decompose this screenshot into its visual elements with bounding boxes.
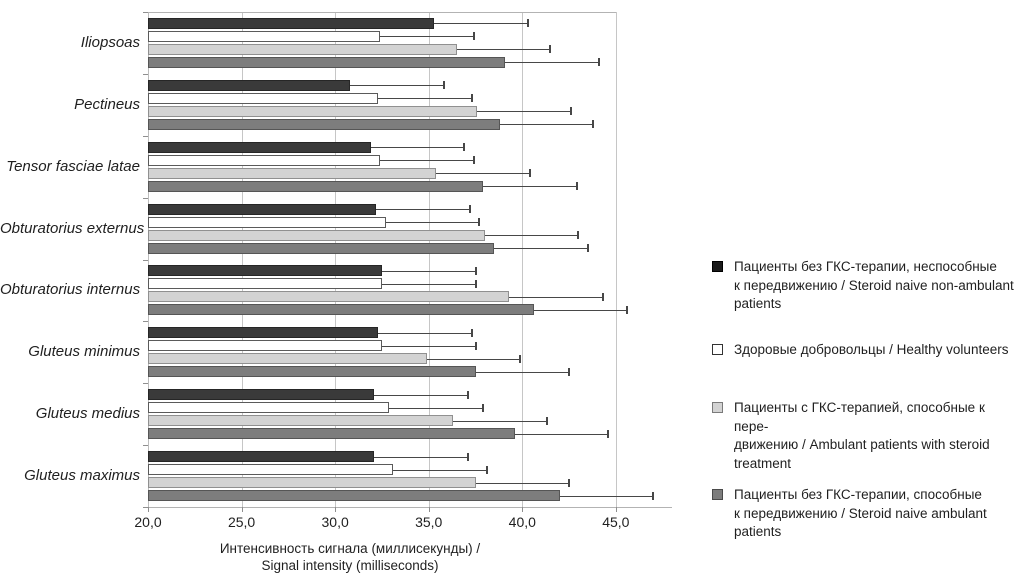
category-tick bbox=[143, 383, 148, 384]
error-bar-cap bbox=[475, 342, 477, 350]
error-bar-cap bbox=[471, 94, 473, 102]
error-bar bbox=[386, 222, 480, 223]
bar-tensor-fasciae-latae-s0 bbox=[148, 142, 371, 153]
category-tick bbox=[143, 198, 148, 199]
gridline-45 bbox=[616, 12, 617, 507]
category-label: Obturatorius externus bbox=[0, 219, 145, 237]
error-bar-cap bbox=[463, 143, 465, 151]
bar-obturatorius-internus-s1 bbox=[148, 278, 382, 289]
bar-tensor-fasciae-latae-s2 bbox=[148, 168, 436, 179]
bar-obturatorius-internus-s3 bbox=[148, 304, 534, 315]
bar-obturatorius-externus-s3 bbox=[148, 243, 494, 254]
error-bar bbox=[436, 173, 530, 174]
error-bar bbox=[485, 235, 579, 236]
error-bar bbox=[515, 434, 609, 435]
legend-item-1 bbox=[712, 341, 1014, 360]
error-bar-cap bbox=[607, 430, 609, 438]
bar-gluteus-minimus-s1 bbox=[148, 340, 382, 351]
bar-obturatorius-internus-s2 bbox=[148, 291, 509, 302]
bar-gluteus-maximus-s0 bbox=[148, 451, 374, 462]
error-bar-cap bbox=[473, 156, 475, 164]
error-bar bbox=[500, 124, 594, 125]
error-bar-cap bbox=[467, 391, 469, 399]
category-label: Tensor fasciae latae bbox=[6, 157, 140, 175]
bar-gluteus-maximus-s3 bbox=[148, 490, 560, 501]
x-tick-35 bbox=[429, 507, 430, 512]
bar-gluteus-medius-s1 bbox=[148, 402, 389, 413]
error-bar bbox=[477, 111, 571, 112]
bar-gluteus-maximus-s1 bbox=[148, 464, 393, 475]
error-bar-cap bbox=[467, 453, 469, 461]
error-bar bbox=[380, 36, 474, 37]
category-tick bbox=[143, 74, 148, 75]
bar-iliopsoas-s2 bbox=[148, 44, 457, 55]
category-label: Pectineus bbox=[74, 95, 140, 113]
error-bar bbox=[376, 209, 470, 210]
error-bar-cap bbox=[519, 355, 521, 363]
bar-pectineus-s2 bbox=[148, 106, 477, 117]
x-axis-title-line1: Интенсивность сигнала (миллисекунды) / bbox=[219, 541, 481, 556]
bar-gluteus-medius-s0 bbox=[148, 389, 374, 400]
error-bar-cap bbox=[549, 45, 551, 53]
bar-pectineus-s1 bbox=[148, 93, 378, 104]
error-bar-cap bbox=[478, 218, 480, 226]
bar-iliopsoas-s1 bbox=[148, 31, 380, 42]
bar-gluteus-medius-s2 bbox=[148, 415, 453, 426]
error-bar bbox=[382, 284, 476, 285]
x-tick-label-45: 45,0 bbox=[602, 514, 630, 530]
category-label: Gluteus minimus bbox=[28, 343, 140, 361]
error-bar-cap bbox=[471, 329, 473, 337]
x-axis-title bbox=[130, 540, 570, 574]
x-tick-label-35: 35,0 bbox=[415, 514, 443, 530]
x-tick-label-20: 20,0 bbox=[134, 514, 162, 530]
error-bar-cap bbox=[469, 205, 471, 213]
legend-swatch-icon bbox=[712, 344, 723, 355]
legend-swatch-icon bbox=[712, 261, 723, 272]
x-tick-label-40: 40,0 bbox=[508, 514, 536, 530]
legend-item-2 bbox=[712, 399, 1014, 473]
error-bar-cap bbox=[592, 120, 594, 128]
plot-top-border bbox=[148, 12, 616, 13]
x-axis-title-line2: Signal intensity (milliseconds) bbox=[261, 558, 439, 573]
category-label: Iliopsoas bbox=[80, 33, 140, 51]
error-bar bbox=[371, 147, 465, 148]
x-tick-25 bbox=[242, 507, 243, 512]
category-label: Gluteus maximus bbox=[24, 467, 140, 485]
error-bar bbox=[483, 186, 577, 187]
x-tick-20 bbox=[148, 507, 149, 512]
category-tick bbox=[143, 507, 148, 508]
error-bar-cap bbox=[475, 267, 477, 275]
error-bar bbox=[505, 62, 599, 63]
error-bar-cap bbox=[475, 280, 477, 288]
error-bar bbox=[476, 372, 570, 373]
bar-pectineus-s3 bbox=[148, 119, 500, 130]
category-label: Obturatorius internus bbox=[0, 281, 141, 299]
error-bar-cap bbox=[576, 182, 578, 190]
bar-gluteus-minimus-s3 bbox=[148, 366, 476, 377]
error-bar-cap bbox=[570, 107, 572, 115]
bar-iliopsoas-s0 bbox=[148, 18, 434, 29]
error-bar bbox=[382, 271, 476, 272]
error-bar bbox=[534, 310, 628, 311]
error-bar bbox=[509, 297, 603, 298]
legend-label: Пациенты без ГКС-терапии, неспособные к передвижению / Steroid naive non-ambulant patients bbox=[734, 259, 1014, 311]
error-bar-cap bbox=[546, 417, 548, 425]
category-tick bbox=[143, 260, 148, 261]
error-bar-cap bbox=[527, 19, 529, 27]
category-label: Gluteus medius bbox=[35, 405, 140, 423]
category-tick bbox=[143, 136, 148, 137]
error-bar bbox=[393, 470, 487, 471]
x-tick-45 bbox=[616, 507, 617, 512]
error-bar-cap bbox=[587, 244, 589, 252]
legend-swatch-icon bbox=[712, 489, 723, 500]
error-bar bbox=[374, 457, 468, 458]
x-axis-line bbox=[148, 507, 672, 508]
bar-obturatorius-externus-s0 bbox=[148, 204, 376, 215]
error-bar bbox=[378, 333, 472, 334]
error-bar-cap bbox=[486, 466, 488, 474]
error-bar bbox=[494, 248, 588, 249]
category-tick bbox=[143, 321, 148, 322]
error-bar-cap bbox=[443, 81, 445, 89]
error-bar bbox=[378, 98, 472, 99]
error-bar-cap bbox=[482, 404, 484, 412]
x-tick-label-25: 25,0 bbox=[227, 514, 256, 530]
x-tick-label-30: 30,0 bbox=[321, 514, 349, 530]
legend-label: Здоровые добровольцы / Healthy volunteers bbox=[734, 342, 1009, 357]
x-tick-30 bbox=[335, 507, 336, 512]
x-tick-40 bbox=[522, 507, 523, 512]
error-bar-cap bbox=[529, 169, 531, 177]
error-bar bbox=[389, 408, 483, 409]
legend-swatch-icon bbox=[712, 402, 723, 413]
error-bar bbox=[476, 483, 570, 484]
error-bar bbox=[374, 395, 468, 396]
error-bar-cap bbox=[598, 58, 600, 66]
error-bar bbox=[380, 160, 474, 161]
error-bar-cap bbox=[626, 306, 628, 314]
legend-item-3 bbox=[712, 486, 1014, 542]
bar-tensor-fasciae-latae-s1 bbox=[148, 155, 380, 166]
error-bar-cap bbox=[577, 231, 579, 239]
error-bar bbox=[350, 85, 444, 86]
error-bar bbox=[560, 496, 654, 497]
error-bar-cap bbox=[568, 479, 570, 487]
bar-gluteus-maximus-s2 bbox=[148, 477, 476, 488]
bar-tensor-fasciae-latae-s3 bbox=[148, 181, 483, 192]
bar-gluteus-minimus-s2 bbox=[148, 353, 427, 364]
category-tick bbox=[143, 12, 148, 13]
error-bar bbox=[434, 23, 528, 24]
error-bar-cap bbox=[568, 368, 570, 376]
bar-obturatorius-internus-s0 bbox=[148, 265, 382, 276]
bar-gluteus-medius-s3 bbox=[148, 428, 515, 439]
legend-label: Пациенты с ГКС-терапией, способные к пере- движению / Ambulant patients with steroid treatment bbox=[734, 400, 990, 471]
error-bar-cap bbox=[473, 32, 475, 40]
error-bar bbox=[453, 421, 547, 422]
error-bar bbox=[427, 359, 521, 360]
bar-obturatorius-externus-s2 bbox=[148, 230, 485, 241]
error-bar bbox=[457, 49, 551, 50]
bar-obturatorius-externus-s1 bbox=[148, 217, 386, 228]
error-bar bbox=[382, 346, 476, 347]
bar-gluteus-minimus-s0 bbox=[148, 327, 378, 338]
category-tick bbox=[143, 445, 148, 446]
error-bar-cap bbox=[602, 293, 604, 301]
legend-item-0 bbox=[712, 258, 1014, 314]
bar-iliopsoas-s3 bbox=[148, 57, 505, 68]
bar-pectineus-s0 bbox=[148, 80, 350, 91]
error-bar-cap bbox=[652, 492, 654, 500]
legend-label: Пациенты без ГКС-терапии, способные к передвижению / Steroid naive ambulant patients bbox=[734, 487, 987, 539]
